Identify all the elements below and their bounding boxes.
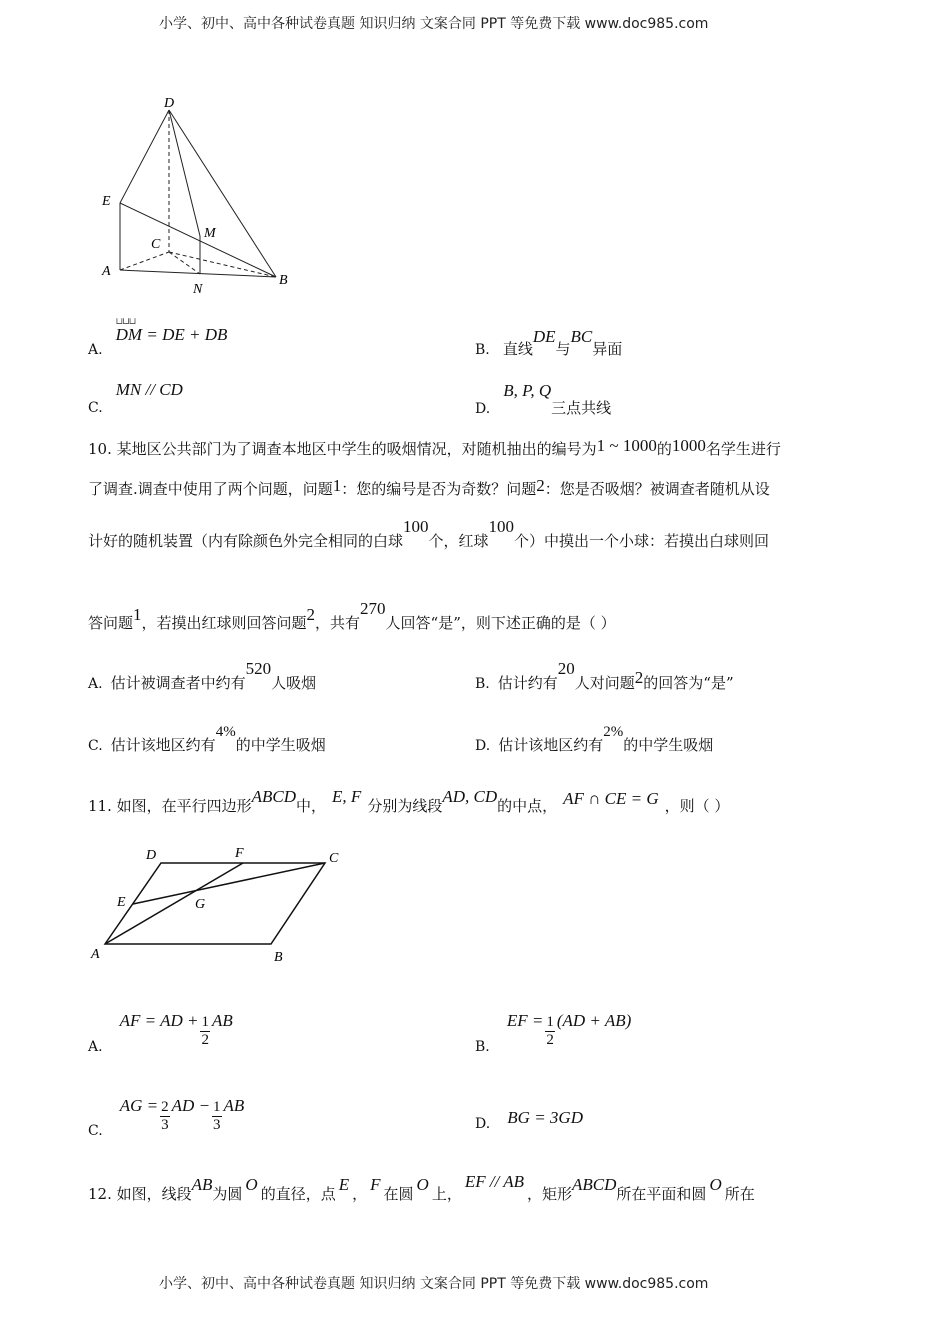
fig2-label-E: E (117, 895, 126, 910)
q10-line-3: 计好的随机装置（内有除颜色外完全相同的白球100个，红球100个）中摸出一个小球：若摸出白球则回 (88, 517, 770, 550)
page-footer: 小学、初中、高中各种试卷真题 知识归纳 文案合同 PPT 等免费下载 www.doc985.com (159, 1276, 709, 1292)
fig2-label-G: G (195, 897, 206, 912)
q11-option-a: A. AF = AD + $\frac{1}{2}$ AB (88, 1011, 233, 1055)
fig2-label-B: B (274, 950, 283, 965)
label-E: E (102, 194, 111, 209)
fig2-label-C: C (329, 851, 339, 866)
q11-stem: 11. 如图，在平行四边形ABCD中， E, F 分别为线段AD, CD的中点， AF ∩ CE = G ，则（ ） (88, 787, 730, 815)
q12-stem: 12. 如图，线段AB为圆 O 的直径，点 E ， F 在圆 O 上，EF // AB，矩形ABCD所在平面和圆 O 所在 (88, 1172, 755, 1203)
fig2-label-D: D (146, 848, 157, 863)
q10-option-b: B. 估计约有20人对问题2的回答为“是” (475, 659, 734, 692)
q10-option-d: D. 估计该地区约有2%的中学生吸烟 (475, 724, 714, 754)
q10-option-a: A. 估计被调查者中约有520人吸烟 (88, 659, 317, 692)
label-B: B (279, 273, 288, 288)
q9-option-a: A. ⊔⊔⊔ DM = DE + DB (88, 316, 228, 358)
vector-marks: ⊔⊔⊔ (115, 316, 136, 326)
parallelogram-figure (85, 840, 355, 970)
q10-line-1: 10. 某地区公共部门为了调查本地区中学生的吸烟情况，对随机抽出的编号为1 ~ 1000的1000名学生进行 (88, 436, 781, 458)
fig2-label-F: F (235, 846, 244, 861)
q9-option-b: B. 直线DE与BC异面 (475, 327, 623, 358)
q11-option-d: D. BG = 3GD (475, 1108, 583, 1132)
q10-option-c: C. 估计该地区约有4%的中学生吸烟 (88, 724, 326, 754)
label-M: M (204, 226, 216, 241)
q11-option-c: C. AG = $\frac{2}{3}$ AD − $\frac{1}{3}$ AB (88, 1096, 245, 1139)
label-A: A (102, 264, 111, 279)
page-header: 小学、初中、高中各种试卷真题 知识归纳 文案合同 PPT 等免费下载 www.doc985.com (159, 16, 709, 32)
label-N: N (193, 282, 203, 297)
label-D: D (164, 96, 175, 111)
q9-option-d: D. B, P, Q三点共线 (475, 381, 612, 417)
fig2-label-A: A (91, 947, 100, 962)
q10-line-2: 了调查.调查中使用了两个问题，问题1：您的编号是否为奇数？问题2：您是否吸烟？被调查者随机从设 (88, 476, 770, 498)
label-C: C (151, 237, 161, 252)
q9-option-c: C. MN // CD (88, 380, 183, 416)
pyramid-figure (95, 90, 305, 300)
q11-option-b: B. EF = $\frac{1}{2}$ (AD + AB) (475, 1011, 632, 1055)
q10-line-4: 答问题1，若摸出红球则回答问题2，共有270人回答“是”，则下述正确的是（ ） (88, 599, 616, 632)
